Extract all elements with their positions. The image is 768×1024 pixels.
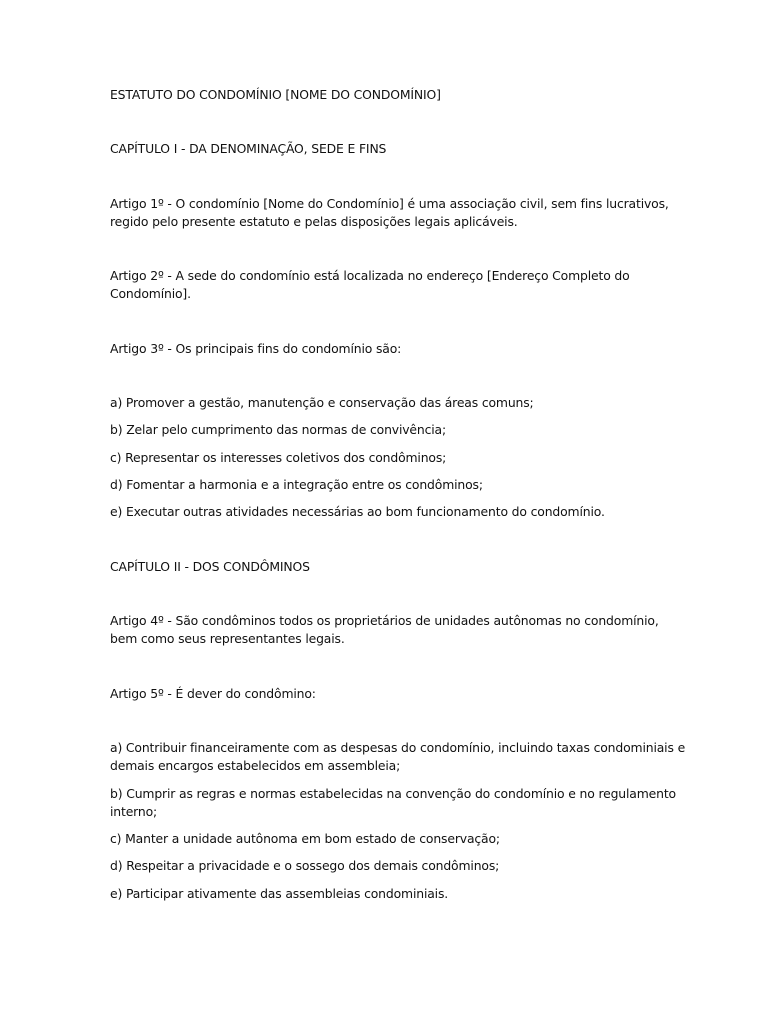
article-5-item-a-line-1: a) Contribuir financeiramente com as despesas do condomínio, incluindo taxas condominiais e	[110, 740, 686, 755]
article-3-item-c: c) Representar os interesses coletivos dos condôminos;	[110, 450, 447, 465]
chapter-1-heading: CAPÍTULO I - DA DENOMINAÇÃO, SEDE E FINS	[110, 141, 387, 156]
document-title: ESTATUTO DO CONDOMÍNIO [NOME DO CONDOMÍNIO]	[110, 87, 441, 102]
article-5-item-c: c) Manter a unidade autônoma em bom estado de conservação;	[110, 831, 500, 846]
article-1-line-1: Artigo 1º - O condomínio [Nome do Condomínio] é uma associação civil, sem fins lucrativos,	[110, 196, 669, 211]
article-4-line-1: Artigo 4º - São condôminos todos os proprietários de unidades autônomas no condomínio,	[110, 613, 659, 628]
chapter-2-heading: CAPÍTULO II - DOS CONDÔMINOS	[110, 559, 310, 574]
article-4-line-2: bem como seus representantes legais.	[110, 631, 345, 646]
article-3-item-d: d) Fomentar a harmonia e a integração entre os condôminos;	[110, 477, 483, 492]
article-3: Artigo 3º - Os principais fins do condomínio são:	[110, 341, 402, 356]
article-5-item-b-line-1: b) Cumprir as regras e normas estabelecidas na convenção do condomínio e no regulamento	[110, 786, 676, 801]
article-3-item-e: e) Executar outras atividades necessárias ao bom funcionamento do condomínio.	[110, 504, 605, 519]
article-5-item-d: d) Respeitar a privacidade e o sossego dos demais condôminos;	[110, 858, 500, 873]
article-5-item-e: e) Participar ativamente das assembleias condominiais.	[110, 886, 449, 901]
article-2-line-2: Condomínio].	[110, 286, 191, 301]
article-2-line-1: Artigo 2º - A sede do condomínio está localizada no endereço [Endereço Completo do	[110, 268, 630, 283]
article-3-item-a: a) Promover a gestão, manutenção e conservação das áreas comuns;	[110, 395, 534, 410]
article-5-item-a-line-2: demais encargos estabelecidos em assembleia;	[110, 758, 401, 773]
article-5-item-b-line-2: interno;	[110, 804, 158, 819]
article-5: Artigo 5º - É dever do condômino:	[110, 686, 316, 701]
article-3-item-b: b) Zelar pelo cumprimento das normas de convivência;	[110, 422, 447, 437]
article-1-line-2: regido pelo presente estatuto e pelas disposições legais aplicáveis.	[110, 214, 518, 229]
